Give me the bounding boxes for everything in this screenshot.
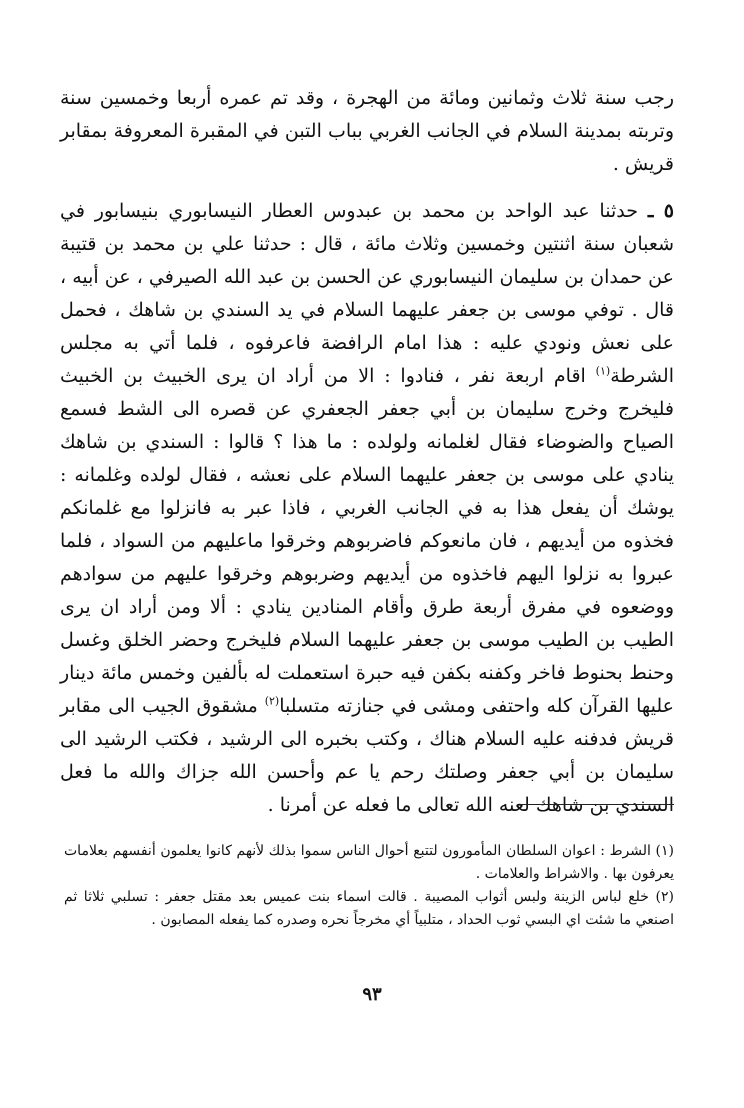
footnote-1: (١) الشرط : اعوان السلطان المأمورون لتتبع أحوال الناس سموا بذلك لأنهم كانوا يعلمون أنفسهم بعلامات يعرفون بها . والاشراط والعلامات .: [64, 843, 674, 882]
footnote-ref-1[interactable]: (١): [595, 364, 611, 378]
footnote-ref-2[interactable]: (٢): [264, 694, 280, 708]
paragraph-continuation: رجب سنة ثلاث وثمانين ومائة من الهجرة ، وقد تم عمره أربعا وخمسين سنة وتربته بمدينة السلام في الجانب الغربي بباب التبن في المقبرة المعروفة بمقابر قريش .: [60, 87, 674, 175]
footnotes: [64, 840, 674, 932]
paragraph-5-part-b: اقام اربعة نفر ، فنادوا : الا من أراد ان يرى الخبيث بن الخبيث فليخرج وخرج سليمان بن أبي جعفر الجعفري عن قصره الى الشط فسمع الصياح والضوضاء فقال لغلمانه ولولده : ما هذا ؟ قالوا : السندي بن شاهك ينادي على موسى بن جعفر عليهما السلام على نعشه ، فقال لولده وغلمانه : يوشك أن يفعل هذا به في الجانب الغربي ، فاذا عبر به فانزلوا مع غلمانكم فخذوه من أيديهم ، فان مانعوكم فاضربوهم وخرقوا ماعليهم من السواد ، فلما عبروا به نزلوا اليهم فاخذوه من أيديهم وضربوهم وخرقوا عليهم من سوادهم ووضعوه في مفرق أربعة طرق وأقام المنادين ينادي : ألا ومن أراد ان يرى الطيب بن الطيب موسى بن جعفر عليهما السلام فليخرج وحضر الخلق وغسل وحنط بحنوط فاخر وكفنه بكفن فيه حبرة استعملت له بألفين وخمس مائة دينار عليها القرآن كله واحتفى ومشى في جنازته متسلبا: [60, 365, 674, 717]
page-number: ٩٣: [362, 984, 382, 1005]
footnote-divider: [520, 804, 674, 805]
paragraph-number: ٥ ـ: [647, 200, 675, 222]
footnote-2: (٢) خلع لباس الزينة ولبس أثواب المصيبة . قالت اسماء بنت عميس بعد مقتل جعفر : تسلبي ثلاثا ثم اصنعي ما شئت اي البسي ثوب الحداد ، متلبياً أي مخرجاً نحره وصدره كما يفعله المصابون .: [64, 889, 674, 928]
paragraph-5-part-c: مشقوق الجيب الى مقابر قريش فدفنه عليه السلام هناك ، وكتب بخبره الى الرشيد ، فكتب الرشيد الى سليمان بن أبي جعفر وصلتك رحم يا عم وأحسن الله جزاك والله ما فعل السندي بن شاهك لعنه الله تعالى ما فعله عن أمرنا .: [60, 695, 674, 816]
main-text: [60, 82, 674, 822]
paragraph-5-part-a: حدثنا عبد الواحد بن محمد بن عبدوس العطار النيسابوري بنيسابور في شعبان سنة اثنتين وخمسين وثلاث مائة ، قال : حدثنا علي بن محمد بن قتيبة عن حمدان بن سليمان النيسابوري عن الحسن بن عبد الله الصيرفي ، عن أبيه ، قال . توفي موسى بن جعفر عليهما السلام في يد السندي بن شاهك ، فحمل على نعش ونودي عليه : هذا امام الرافضة فاعرفوه ، فلما أتي به مجلس الشرطة: [60, 200, 674, 387]
paragraph-5: [60, 195, 674, 822]
